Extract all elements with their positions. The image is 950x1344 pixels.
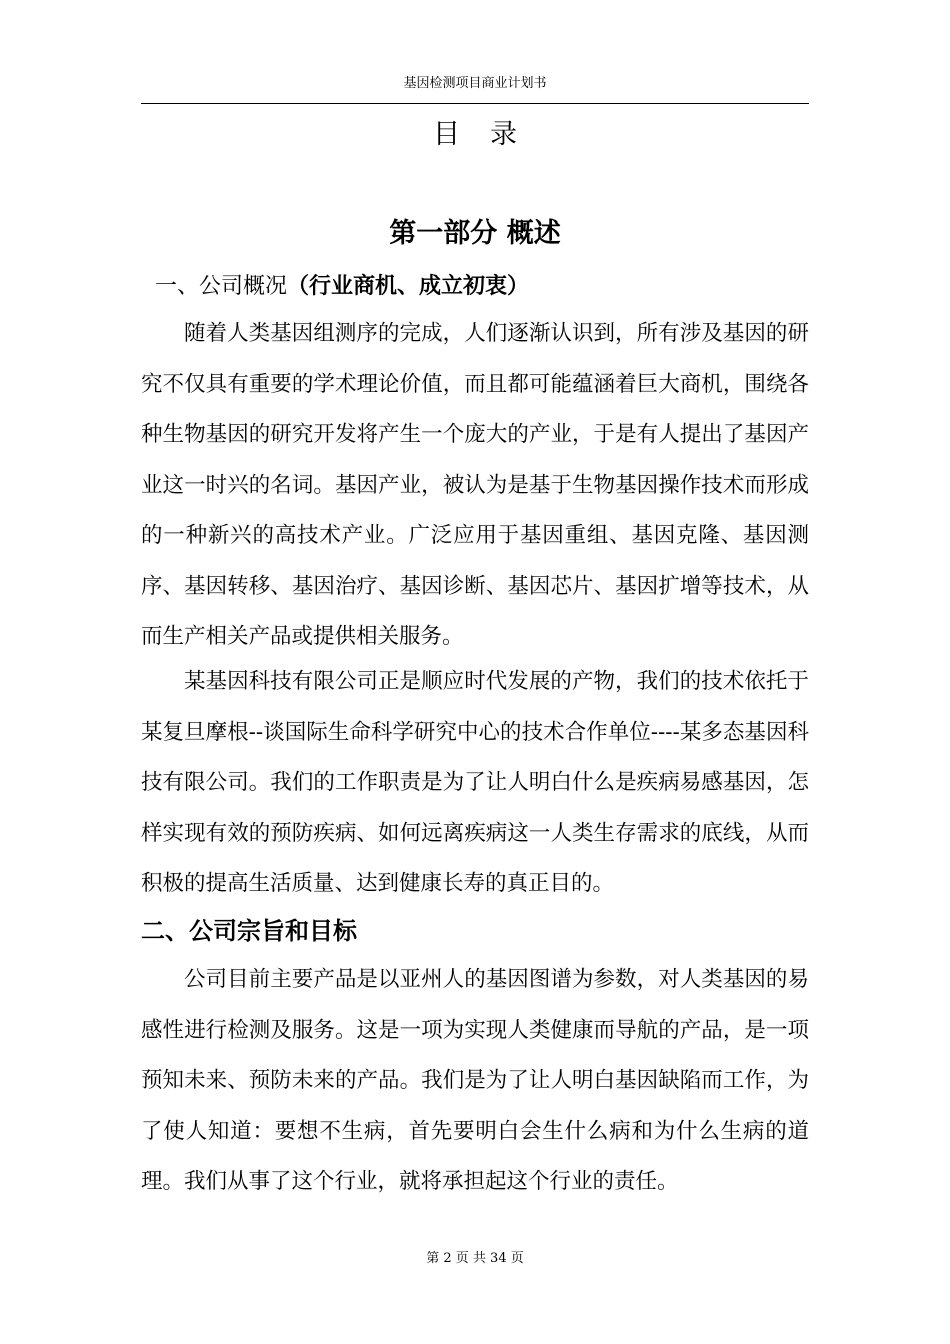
section-2-heading: 二、公司宗旨和目标 <box>141 917 357 945</box>
page-number-footer: 第 2 页 共 34 页 <box>426 1251 524 1266</box>
section-1-heading-paren: （行业商机、成立初衷） <box>287 274 530 299</box>
section-1-heading-prefix: 一、公司概况 <box>155 274 288 299</box>
running-header-title: 基因检测项目商业计划书 <box>403 76 547 91</box>
body-paragraph: 某基因科技有限公司正是顺应时代发展的产物，我们的技术依托于某复旦摩根--谈国际生命科学研究中心的技术合作单位----某多态基因科技有限公司。我们的工作职责是为了让人明白什么是疾病易感基因，怎样实现有效的预防疾病、如何远离疾病这一人类生存需求的底线，从而积极的提高生活质量、达到健康长寿的真正目的。 <box>141 669 809 896</box>
header-divider <box>141 103 809 104</box>
section-1-paragraph-1-block <box>141 309 809 663</box>
body-paragraph: 随着人类基因组测序的完成，人们逐渐认识到，所有涉及基因的研究不仅具有重要的学术理论价值，而且都可能蕴涵着巨大商机，围绕各种生物基因的研究开发将产生一个庞大的产业，于是有人提出了基因产业这一时兴的名词。基因产业，被认为是基于生物基因操作技术而形成的一种新兴的高技术产业。广泛应用于基因重组、基因克隆、基因测序、基因转移、基因治疗、基因诊断、基因芯片、基因扩增等技术，从而生产相关产品或提供相关服务。 <box>141 321 809 649</box>
section-1-heading <box>155 269 529 300</box>
body-paragraph: 公司目前主要产品是以亚州人的基因图谱为参数，对人类基因的易感性进行检测及服务。这是一项为实现人类健康而导航的产品，是一项预知未来、预防未来的产品。我们是为了让人明白基因缺陷而工作，为了使人知道：要想不生病，首先要明白会生什么病和为什么生病的道理。我们从事了这个行业，就将承担起这个行业的责任。 <box>141 967 809 1194</box>
part-title: 第一部分 概述 <box>389 218 561 249</box>
toc-title: 目录 <box>433 119 547 150</box>
section-1-paragraph-2-block <box>141 657 809 910</box>
section-2-paragraph-1-block <box>141 955 809 1208</box>
